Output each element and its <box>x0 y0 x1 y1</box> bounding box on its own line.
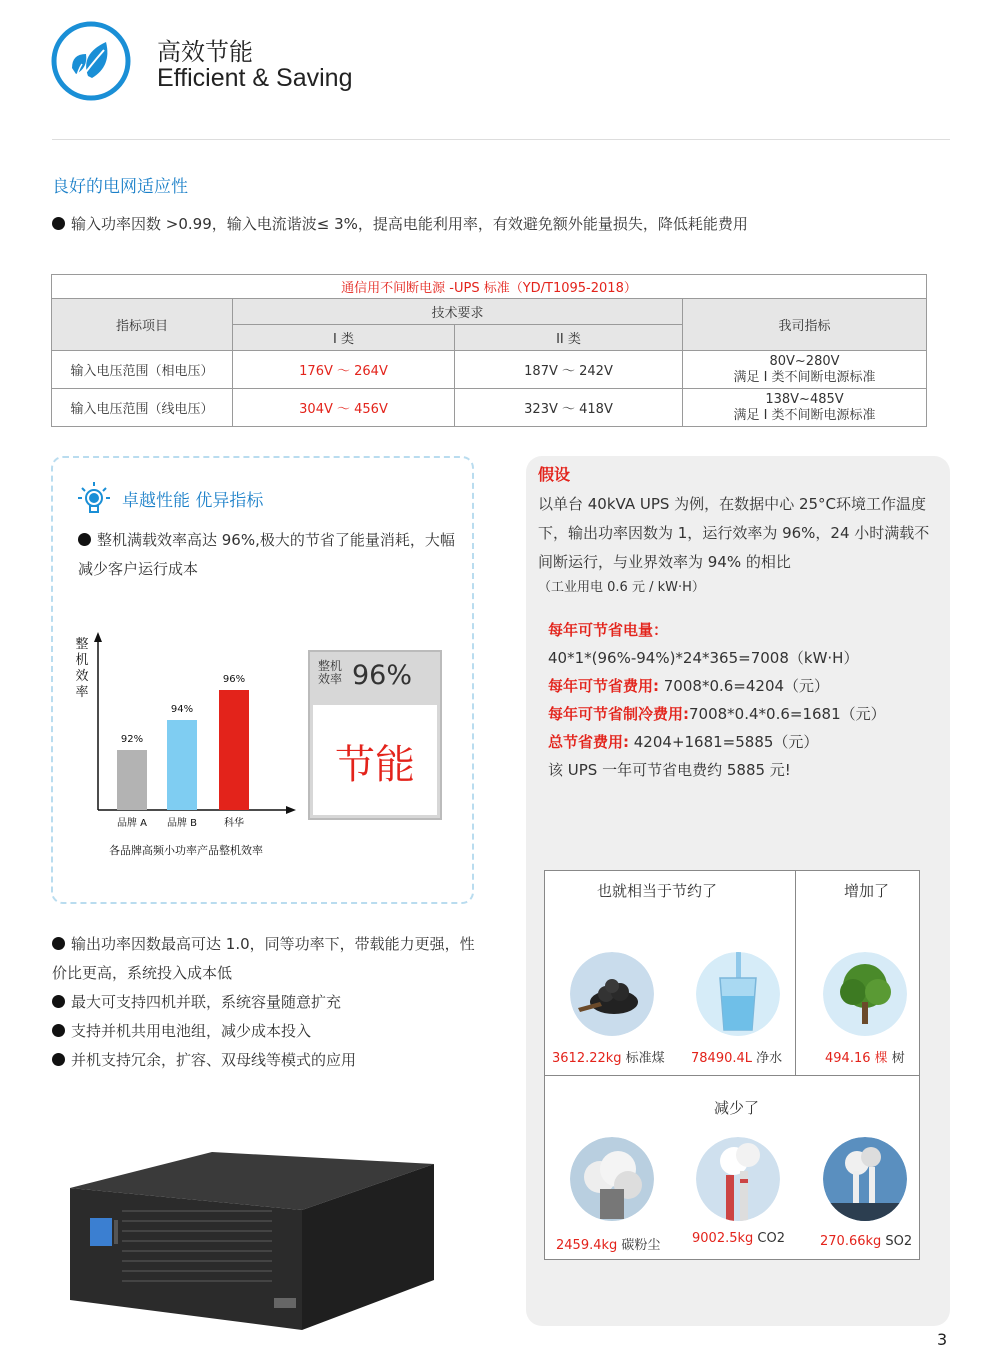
chart-category-label: 品牌 A <box>116 818 148 829</box>
co2-caption: 9002.5kg CO2 <box>692 1231 785 1246</box>
grid-divider <box>795 870 796 1075</box>
cooling-tower-icon <box>696 1137 780 1221</box>
chart-bar <box>167 720 197 810</box>
bullet-dot-icon <box>52 937 65 950</box>
dust-smoke-icon <box>570 1137 654 1221</box>
chart-ylabel-char: 率 <box>75 685 89 700</box>
ups-lcd-screen <box>90 1218 112 1246</box>
coal-caption: 3612.22kg 标准煤 <box>552 1051 665 1066</box>
list-item: 最大可支持四机并联，系统容量随意扩充 <box>52 988 482 1017</box>
chart-ylabel-char: 效 <box>75 669 89 684</box>
water-glass-icon <box>696 952 780 1036</box>
chart-value-label: 94% <box>170 704 194 715</box>
table-row: 输入电压范围（线电压） 304V ～ 456V 323V ～ 418V 138V~485V 满足 I 类不间断电源标准 <box>52 389 927 427</box>
list-item: 输出功率因数最高可达 1.0，同等功率下，带载能力更强，性价比更高，系统投入成本低 <box>52 935 475 982</box>
chart-value-label: 96% <box>222 674 246 685</box>
col-ours: 我司指标 <box>683 299 927 351</box>
chart-value-label: 92% <box>120 734 144 745</box>
col-item: 指标项目 <box>52 299 233 351</box>
list-item: 并机支持冗余，扩容、双母线等模式的应用 <box>52 1046 482 1075</box>
assumption-note: （工业用电 0.6 元 / kW·H） <box>538 580 705 595</box>
list-item: 支持并机共用电池组，减少成本投入 <box>52 1017 482 1046</box>
section-title-grid: 良好的电网适应性 <box>52 177 188 197</box>
chart-bar <box>117 750 147 810</box>
tree-icon <box>823 952 907 1036</box>
saved-heading: 也就相当于节约了 <box>597 882 718 900</box>
page-subtitle: Efficient & Saving <box>157 64 353 92</box>
reduced-heading: 减少了 <box>714 1099 760 1117</box>
efficiency-card-value: 96% <box>352 660 413 691</box>
tree-caption: 494.16 棵 树 <box>825 1051 905 1066</box>
water-caption: 78490.4L 净水 <box>691 1051 783 1066</box>
feature-list <box>52 930 482 1075</box>
spec-table <box>51 274 927 427</box>
so2-caption: 270.66kg SO2 <box>820 1234 913 1249</box>
chart-xlabel: 各品牌高频小功率产品整机效率 <box>109 844 263 857</box>
leaf-icon <box>50 20 132 102</box>
assumption-title: 假设 <box>538 465 571 484</box>
chart-ylabel-char: 整 <box>75 637 89 652</box>
energy-saving-label: 节能 <box>335 742 415 788</box>
bullet-dot-icon <box>52 1024 65 1037</box>
bullet-dot-icon <box>52 995 65 1008</box>
performance-text: 整机满载效率高达 96%,极大的节省了能量消耗，大幅减少客户运行成本 <box>78 531 455 578</box>
y-axis-arrow-icon <box>94 632 102 642</box>
page-number: 3 <box>937 1330 948 1349</box>
assumption-text: 以单台 40kVA UPS 为例，在数据中心 25°C环境工作温度下，输出功率因数为 1，运行效率为 96%，24 小时满载不间断运行，与业界效率为 94% 的相比 <box>538 495 930 571</box>
col-class1: I 类 <box>233 325 455 351</box>
x-axis-arrow-icon <box>286 806 296 814</box>
factory-chimney-icon <box>823 1137 907 1221</box>
chart-ylabel-char: 机 <box>75 653 89 668</box>
grid-bullet: 输入功率因数 >0.99，输入电流谐波≤ 3%，提高电能利用率，有效避免额外能量损失，降低耗能费用 <box>52 213 748 234</box>
savings-calculation: 每年可节省电量： 40*1*(96%-94%)*24*365=7008（kW·H） 每年可节省费用: 7008*0.6=4204（元） 每年可节省制冷费用:7008*0.4*0.6=1681（元） 总节省费用: 4204+1681=5885（元） 该 UPS 一年可节省电费约 5885 元! <box>548 621 886 779</box>
page-title: 高效节能 <box>157 38 253 66</box>
chart-category-label: 品牌 B <box>166 818 198 829</box>
lightbulb-icon <box>76 480 112 516</box>
col-tech: 技术要求 <box>233 299 683 325</box>
grid-divider <box>544 1075 920 1076</box>
added-heading: 增加了 <box>844 882 890 900</box>
chart-category-label: 科华 <box>224 818 244 829</box>
efficiency-chart <box>60 630 300 865</box>
efficiency-card-label: 整机 效率 <box>318 659 343 686</box>
bullet-dot-icon <box>52 217 65 230</box>
chart-bar <box>219 690 249 810</box>
divider <box>52 139 950 140</box>
performance-title: 卓越性能 优异指标 <box>122 491 264 511</box>
table-row: 输入电压范围（相电压） 176V ～ 264V 187V ～ 242V 80V~280V 满足 I 类不间断电源标准 <box>52 351 927 389</box>
coal-icon <box>570 952 654 1036</box>
dust-caption: 2459.4kg 碳粉尘 <box>556 1238 661 1253</box>
ups-product-image <box>62 1140 442 1340</box>
bullet-dot-icon <box>52 1053 65 1066</box>
table-caption: 通信用不间断电源 -UPS 标准（YD/T1095-2018） <box>52 275 927 299</box>
col-class2: II 类 <box>455 325 683 351</box>
bullet-dot-icon <box>78 533 91 546</box>
chart-ylabel <box>75 636 88 700</box>
